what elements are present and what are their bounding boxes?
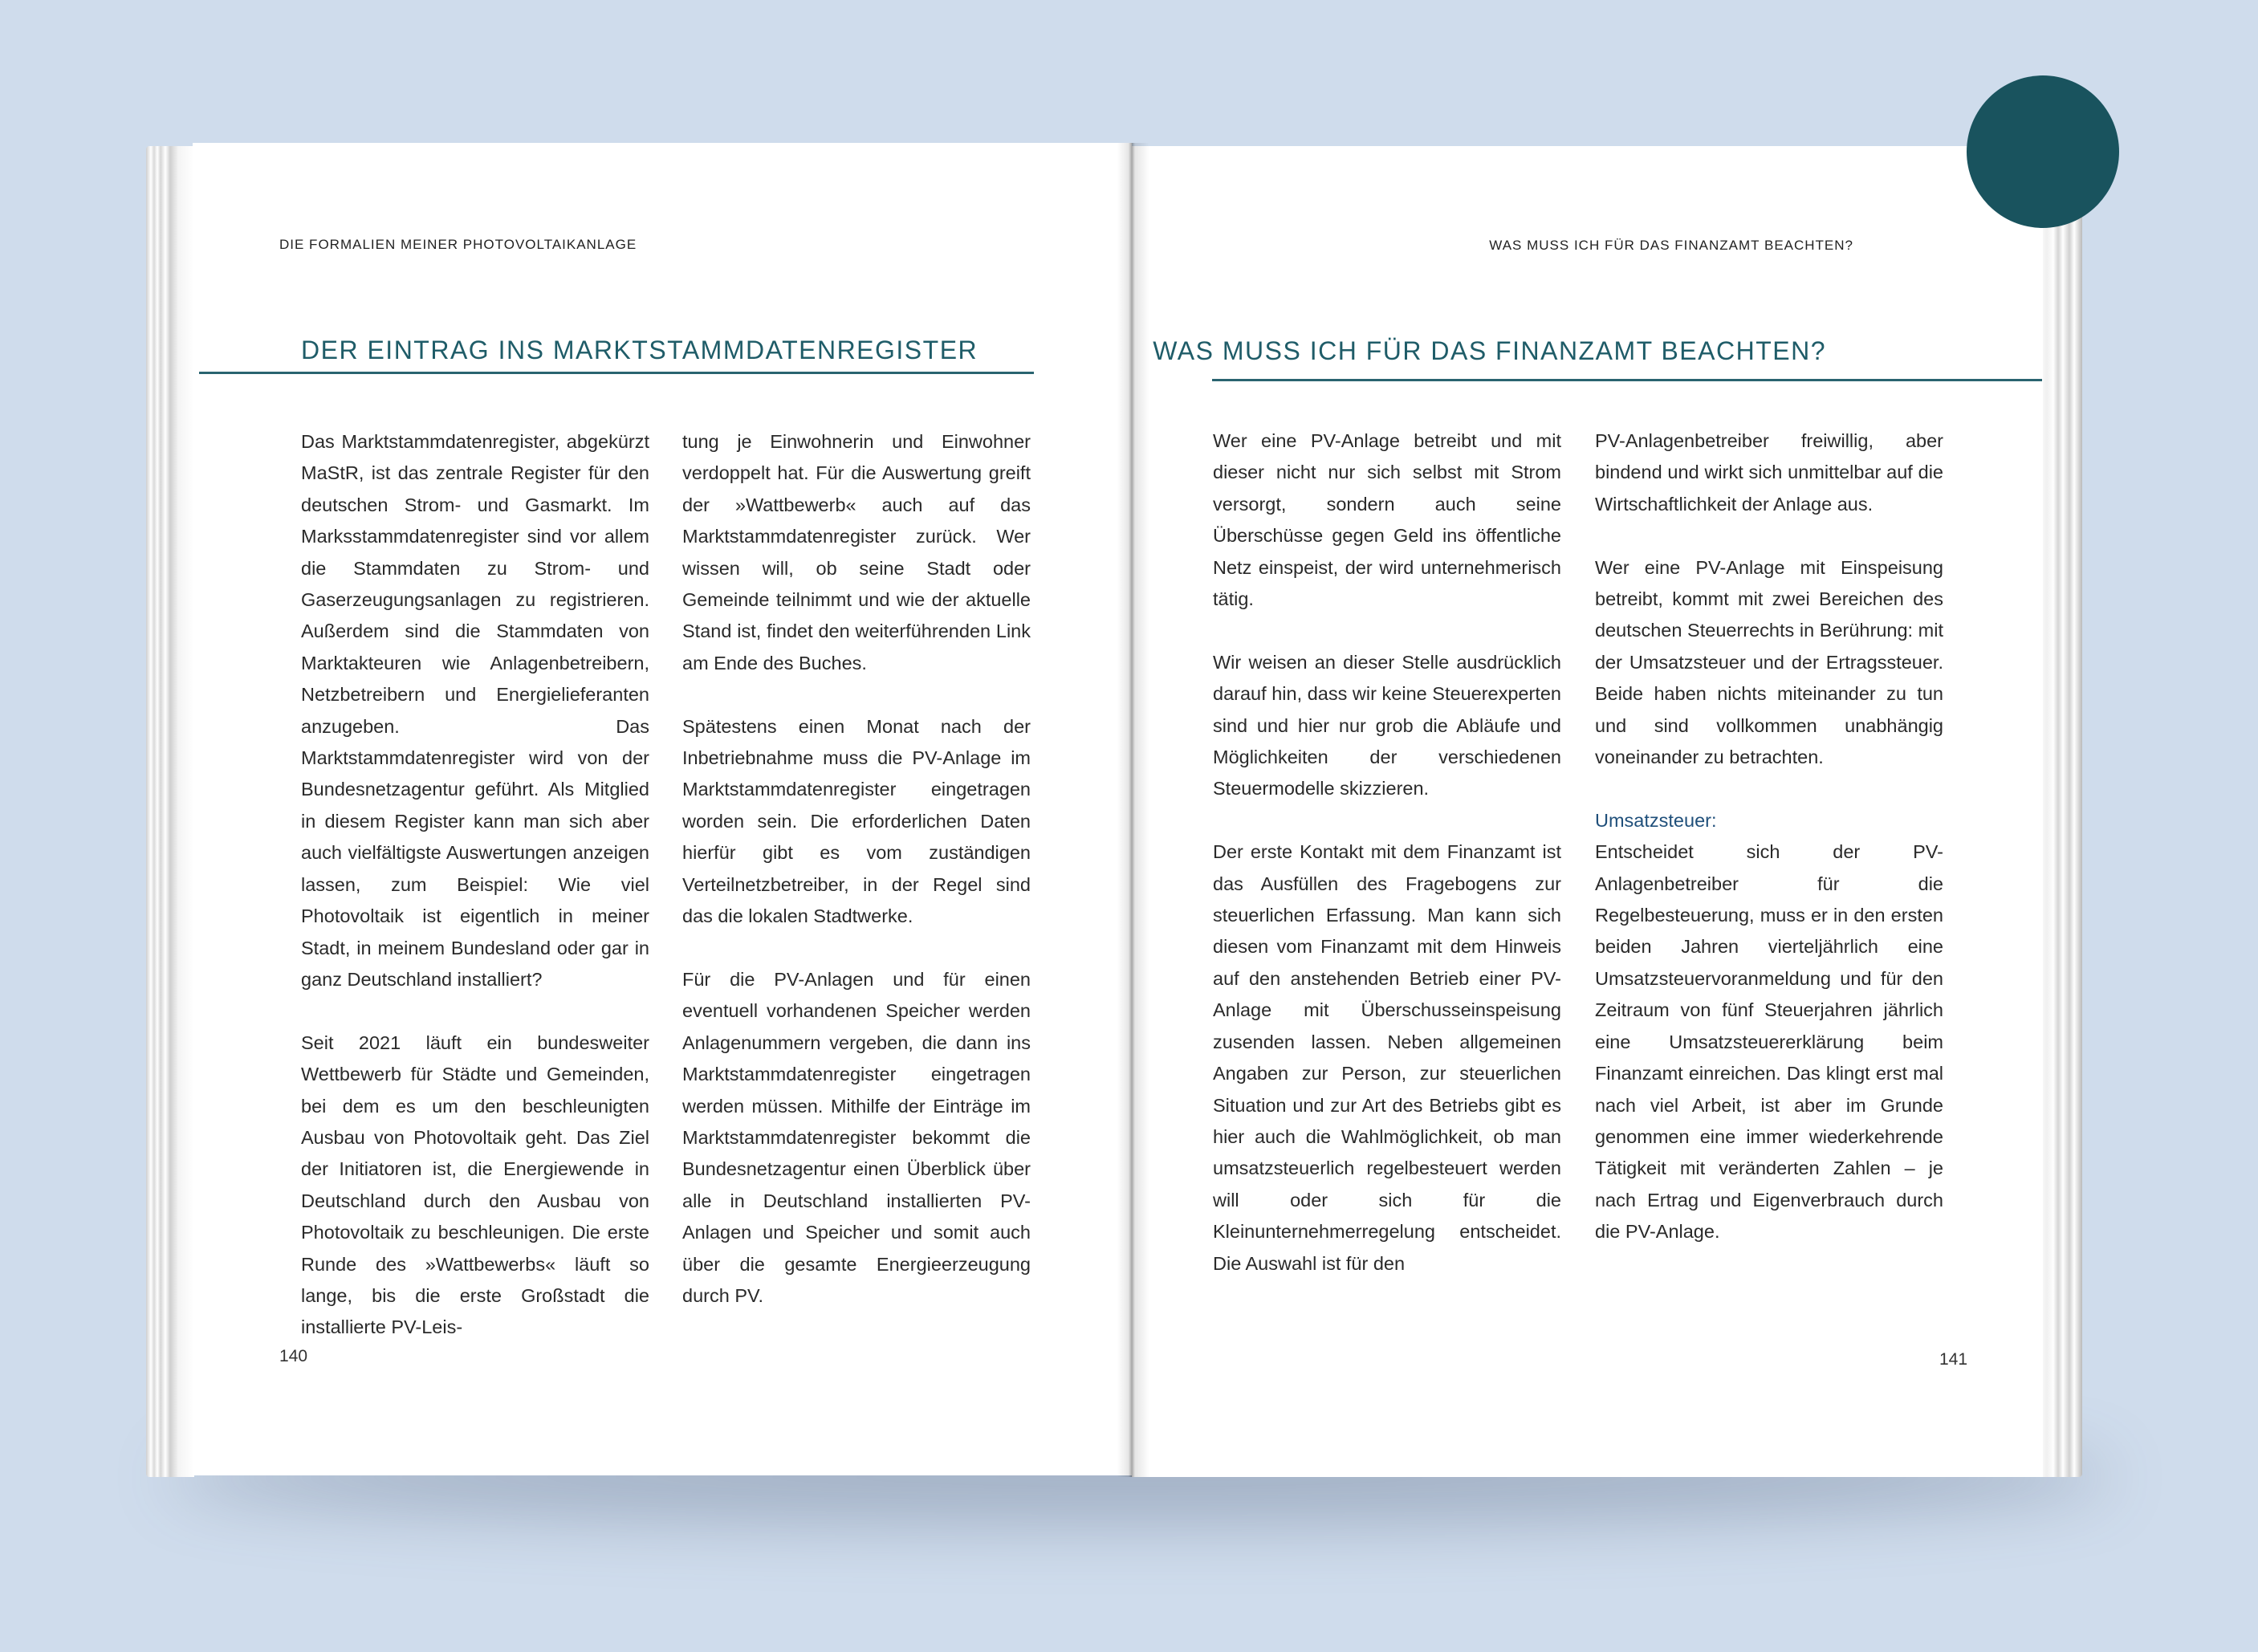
paragraph: Entscheidet sich der PV-Anlagenbetreiber für die Regelbesteuerung, muss er in den ersten beiden Jahren vierteljährlich eine Umsatzsteuervoranmeldung und für den Zeitraum von fünf Steuerjahren jährlich eine Umsatzsteuererklärung beim Finanzamt einreichen. Das klingt erst mal nach viel Arbeit, ist aber im Grunde genommen eine immer wiederkehrende Tätigkeit mit veränderten Zahlen – je nach Ertrag und Eigenverbrauch durch die PV-Anlage. <box>1595 841 1943 1243</box>
left-running-head: DIE FORMALIEN MEINER PHOTOVOLTAIKANLAGE <box>279 237 637 252</box>
left-page-stack <box>146 146 194 1477</box>
right-column-1 <box>1213 425 1561 1311</box>
paragraph: Wer eine PV-Anlage betreibt und mit dieser nicht nur sich selbst mit Strom versorgt, sondern auch seine Überschüsse gegen Geld ins öffentliche Netz einspeist, der wird unternehmerisch tätig. <box>1213 430 1561 610</box>
paragraph: Das Marktstammdatenregister, abgekürzt MaStR, ist das zentrale Register für den deutschen Strom- und Gasmarkt. Im Marksstammdatenregister sind vor allem die Stammdaten zu Strom- und Gaserzeugungsanlagen zu registrieren. Außerdem sind die Stammdaten von Marktakteuren wie Anlagenbetreibern, Netzbetreibern und Energielieferanten anzugeben. Das Marktstammdatenregister wird von der Bundesnetzagentur geführt. Als Mitglied in diesem Register kann man sich aber auch vielfältigste Auswertungen anzeigen lassen, zum Beispiel: Wie viel Photovoltaik ist eigentlich in meiner Stadt, in meinem Bundesland oder gar in ganz Deutschland installiert? <box>301 431 649 990</box>
right-chapter-title: WAS MUSS ICH FÜR DAS FINANZAMT BEACHTEN? <box>1153 336 1826 365</box>
right-page <box>1132 146 2043 1477</box>
subheading-umsatzsteuer: Umsatzsteuer: <box>1595 809 1717 831</box>
right-running-head: WAS MUSS ICH FÜR DAS FINANZAMT BEACHTEN? <box>1489 238 1853 253</box>
paragraph: tung je Einwohnerin und Einwohner verdoppelt hat. Für die Auswertung greift der »Wattbewerb« auch auf das Marktstammdatenregister zurück. Wer wissen will, ob seine Stadt oder Gemeinde teilnimmt und wie der aktuelle Stand ist, findet den weiterführenden Link am Ende des Buches. <box>682 431 1031 673</box>
right-page-stack <box>2039 149 2082 1477</box>
left-page <box>193 143 1132 1475</box>
left-column-1 <box>301 426 649 1375</box>
right-page-number: 141 <box>1939 1350 1968 1369</box>
left-title-rule <box>199 372 1034 374</box>
left-column-2 <box>682 426 1031 1344</box>
left-page-number: 140 <box>279 1347 308 1365</box>
paragraph: Wer eine PV-Anlage mit Einspeisung betreibt, kommt mit zwei Bereichen des deutschen Steuerrechts in Berührung: mit der Umsatzsteuer und der Ertragssteuer. Beide haben nichts miteinander zu tun und sind vollkommen unabhängig voneinander zu betrachten. <box>1595 556 1943 768</box>
paragraph: Seit 2021 läuft ein bundesweiter Wettbewerb für Städte und Gemeinden, bei dem es um den beschleunigten Ausbau von Photovoltaik geht. Das Ziel der Initiatoren ist, die Energiewende in Deutschland durch den Ausbau von Photovoltaik zu beschleunigen. Die erste Runde des »Wattbewerbs« läuft so lange, bis die erste Großstadt die installierte PV-Leis- <box>301 1031 649 1338</box>
right-title-rule <box>1212 379 2042 381</box>
corner-accent-circle <box>1967 75 2119 228</box>
paragraph: Für die PV-Anlagen und für einen eventuell vorhandenen Speicher werden Anlagenummern vergeben, die dann ins Marktstammdatenregister eingetragen werden müssen. Mithilfe der Einträge im Marktstammdatenregister bekommt die Bundesnetzagentur einen Überblick über alle in Deutschland installierten PV-Anlagen und Speicher und somit auch über die gesamte Energieerzeugung durch PV. <box>682 968 1031 1306</box>
left-chapter-title: DER EINTRAG INS MARKTSTAMMDATENREGISTER <box>301 336 978 364</box>
right-column-2 <box>1595 425 1943 1280</box>
paragraph: Wir weisen an dieser Stelle ausdrücklich darauf hin, dass wir keine Steuerexperten sind und hier nur grob die Abläufe und Möglichkeiten der verschiedenen Steuermodelle skizzieren. <box>1213 651 1561 800</box>
paragraph: Spätestens einen Monat nach der Inbetriebnahme muss die PV-Anlage im Marktstammdatenregister eingetragen worden sein. Die erforderlichen Daten hierfür gibt es vom zuständigen Verteilnetzbetreiber, in der Regel sind das die lokalen Stadtwerke. <box>682 715 1031 927</box>
book-spine-gutter <box>1117 143 1149 1477</box>
paragraph: PV-Anlagenbetreiber freiwillig, aber bindend und wirkt sich unmittelbar auf die Wirtschaftlichkeit der Anlage aus. <box>1595 430 1943 515</box>
paragraph: Der erste Kontakt mit dem Finanzamt ist das Ausfüllen des Fragebogens zur steuerlichen Erfassung. Man kann sich diesen vom Finanzamt mit dem Hinweis auf den anstehenden Betrieb einer PV-Anlage mit Überschusseinspeisung zusenden lassen. Neben allgemeinen Angaben zur Person, zur steuerlichen Situation und zur Art des Betriebs gibt es hier auch die Wahlmöglichkeit, ob man umsatzsteuerlich regelbesteuert werden will oder sich für die Kleinunternehmerregelung entscheidet. Die Auswahl ist für den <box>1213 841 1561 1274</box>
